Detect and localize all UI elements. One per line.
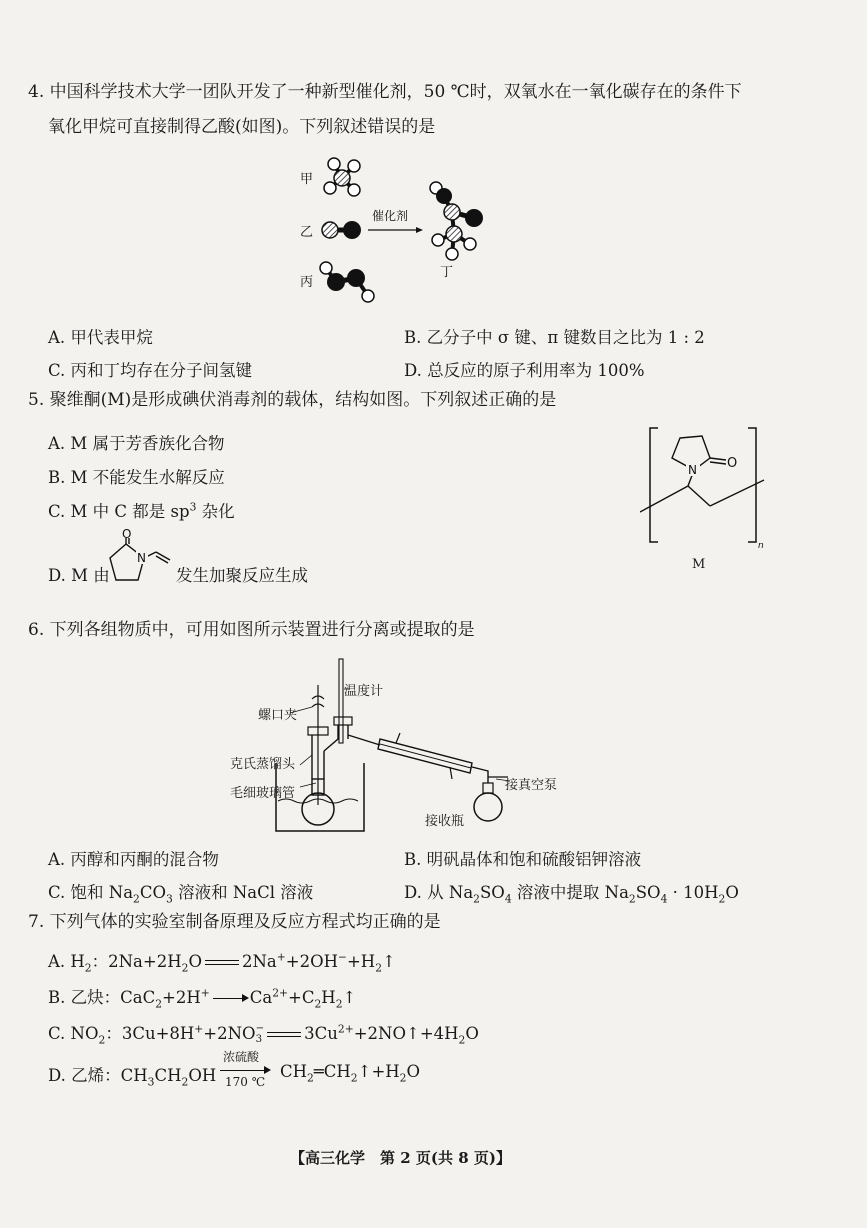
q4-option-a: A. 甲代表甲烷 bbox=[48, 328, 153, 347]
q6c-post: 溶液和 NaCl 溶液 bbox=[172, 883, 314, 902]
label-capillary: 毛细玻璃管 bbox=[230, 786, 296, 801]
q5-option-d-post: 发生加聚反应生成 bbox=[176, 566, 308, 585]
label-yi: 乙 bbox=[300, 225, 314, 240]
q4-stem-line2: 氧化甲烷可直接制得乙酸(如图)。下列叙述错误的是 bbox=[48, 117, 436, 137]
q7b-rhs2: +C bbox=[288, 988, 315, 1007]
q7a-pre: A. H bbox=[48, 952, 85, 971]
q7b-sup2: 2+ bbox=[272, 986, 289, 1000]
hydrogen-peroxide-molecule bbox=[320, 262, 374, 302]
q7d-body: CH bbox=[154, 1066, 182, 1085]
q6d-mid3: SO bbox=[635, 883, 661, 902]
q4-molecule-figure bbox=[292, 150, 512, 310]
q6d-post: · 10H bbox=[667, 883, 719, 902]
arrow-label-catalyst: 催化剂 bbox=[372, 209, 409, 223]
q7c-pre: C. NO bbox=[48, 1024, 99, 1043]
q6-option-d bbox=[404, 879, 739, 905]
q7b-end: ↑ bbox=[342, 988, 357, 1007]
q5-option-c-sup: 3 bbox=[189, 500, 197, 514]
q6-option-b: B. 明矾晶体和饱和硫酸铝钾溶液 bbox=[404, 850, 642, 869]
q7c-body2: +2NO bbox=[203, 1024, 256, 1043]
q7c-equals bbox=[267, 1032, 301, 1037]
q6d-sub4: 4 bbox=[660, 892, 668, 906]
q5-option-c-post: 杂化 bbox=[196, 502, 235, 521]
q7-stem: 7. 下列气体的实验室制备原理及反应方程式均正确的是 bbox=[28, 912, 441, 932]
q6d-mid2: 溶液中提取 Na bbox=[511, 883, 629, 902]
q6c-sub2: 3 bbox=[166, 892, 173, 906]
q7-option-b bbox=[48, 984, 356, 1010]
q7-option-d bbox=[48, 1062, 216, 1088]
q7a-rhs2: +2OH bbox=[285, 952, 338, 971]
q4-option-c: C. 丙和丁均存在分子间氢键 bbox=[48, 361, 253, 380]
q7b-rhs3: H bbox=[321, 988, 336, 1007]
q6d-mid1: SO bbox=[479, 883, 505, 902]
label-thermometer: 温度计 bbox=[344, 684, 384, 699]
methane-molecule bbox=[324, 158, 360, 196]
q7a-sup2: − bbox=[338, 950, 347, 964]
q6-option-a: A. 丙醇和丙酮的混合物 bbox=[48, 850, 219, 869]
q7c-sub2: 3 bbox=[255, 1033, 263, 1045]
q7c-body: ：3Cu+8H bbox=[105, 1024, 195, 1043]
q7c-script bbox=[256, 1024, 265, 1044]
polyvinylpyrrolidone-structure bbox=[640, 424, 770, 554]
q7d-sub2: 2 bbox=[181, 1075, 189, 1089]
q5-option-b: B. M 不能发生水解反应 bbox=[48, 468, 225, 487]
q7c-rhs: 3Cu bbox=[304, 1024, 338, 1043]
vp-atom-o: O bbox=[122, 528, 132, 541]
vacuum-distillation-apparatus bbox=[220, 655, 560, 835]
q7a-body: ：2Na+2H bbox=[91, 952, 182, 971]
q7d-body2: OH bbox=[188, 1066, 217, 1085]
q6-option-c bbox=[48, 879, 313, 905]
q6d-sub3: 2 bbox=[628, 892, 636, 906]
q7d-cond-top: 浓硫酸 bbox=[223, 1050, 260, 1064]
q7d-condition-arrow bbox=[220, 1050, 270, 1090]
q7b-sub3: 2 bbox=[335, 997, 343, 1011]
q7b-pre: B. 乙炔：CaC bbox=[48, 988, 156, 1007]
q7b-arrow bbox=[213, 998, 247, 999]
pvp-atom-o: O bbox=[727, 456, 738, 471]
q7c-sup3: 2+ bbox=[337, 1022, 354, 1036]
q7c-sub1: 2 bbox=[98, 1033, 106, 1047]
q7d-cond-bottom: 170 ℃ bbox=[225, 1075, 266, 1089]
q6d-sub1: 2 bbox=[473, 892, 480, 906]
q7-option-c bbox=[48, 1020, 479, 1046]
q6d-sub2: 4 bbox=[504, 892, 512, 906]
vinylpyrrolidone-structure bbox=[104, 528, 176, 592]
q7d-sub4: 2 bbox=[350, 1071, 358, 1085]
q7c-sup2: − bbox=[255, 1023, 265, 1035]
q7a-rhs: 2Na bbox=[241, 952, 277, 971]
q7d-sub1: 3 bbox=[147, 1075, 155, 1089]
q7b-sup1: + bbox=[200, 986, 210, 1000]
q7c-sup1: + bbox=[194, 1022, 204, 1036]
q7d-sub3: 2 bbox=[307, 1071, 314, 1085]
q6d-end: O bbox=[725, 883, 739, 902]
label-ding: 丁 bbox=[440, 265, 454, 280]
page-footer: 【高三化学 第 2 页(共 8 页)】 bbox=[290, 1149, 511, 1167]
q7d-sub5: 2 bbox=[399, 1071, 407, 1085]
q7a-sub: 2 bbox=[84, 961, 92, 975]
acetic-acid-molecule bbox=[430, 182, 483, 260]
q7c-end: O bbox=[465, 1024, 479, 1043]
q7b-rhs: Ca bbox=[249, 988, 273, 1007]
q7a-sub2: 2 bbox=[181, 961, 189, 975]
q7d-end2: O bbox=[406, 1062, 421, 1081]
q5-option-c bbox=[48, 498, 235, 522]
q7b-body: +2H bbox=[162, 988, 201, 1007]
q6c-mid: CO bbox=[139, 883, 167, 902]
label-claisen-head: 克氏蒸馏头 bbox=[230, 757, 296, 772]
q7-option-d-rhs bbox=[280, 1062, 420, 1084]
q7d-rhs: CH bbox=[280, 1062, 308, 1081]
q7a-rhs3: +H bbox=[346, 952, 376, 971]
label-screw-clamp: 螺口夹 bbox=[258, 708, 298, 723]
q6c-pre: C. 饱和 Na bbox=[48, 883, 134, 902]
q6c-sub1: 2 bbox=[133, 892, 140, 906]
label-vacuum-pump: 接真空泵 bbox=[505, 778, 558, 793]
q7a-end: ↑ bbox=[382, 952, 396, 971]
q4-option-d: D. 总反应的原子利用率为 100% bbox=[404, 361, 645, 380]
q7a-sup1: + bbox=[276, 950, 286, 964]
q5-option-c-pre: C. M 中 C 都是 sp bbox=[48, 502, 190, 521]
label-m: M bbox=[692, 557, 706, 572]
label-receiver: 接收瓶 bbox=[425, 814, 465, 829]
q4-option-b: B. 乙分子中 σ 键、π 键数目之比为 1 : 2 bbox=[404, 328, 705, 347]
q4-stem-line1: 4. 中国科学技术大学一团队开发了一种新型催化剂，50 ℃时，双氧水在一氧化碳存在的条件下 bbox=[28, 82, 742, 102]
q5-option-a: A. M 属于芳香族化合物 bbox=[48, 434, 225, 453]
label-bing: 丙 bbox=[300, 275, 314, 290]
q7a-body2: O bbox=[188, 952, 202, 971]
q6-stem: 6. 下列各组物质中，可用如图所示装置进行分离或提取的是 bbox=[28, 620, 475, 640]
q5-option-d-pre: D. M 由 bbox=[48, 566, 110, 585]
label-jia: 甲 bbox=[300, 172, 314, 187]
q6d-pre: D. 从 Na bbox=[404, 883, 474, 902]
carbon-monoxide-molecule bbox=[322, 221, 361, 239]
q5-stem: 5. 聚维酮(M)是形成碘伏消毒剂的载体，结构如图。下列叙述正确的是 bbox=[28, 390, 557, 410]
q7b-sub2: 2 bbox=[314, 997, 322, 1011]
vp-atom-n: N bbox=[137, 551, 146, 565]
q7a-sub3: 2 bbox=[375, 961, 383, 975]
q7-option-a bbox=[48, 948, 396, 974]
q7d-pre: D. 乙烯：CH bbox=[48, 1066, 148, 1085]
q7a-equals bbox=[205, 960, 239, 965]
q7c-rhs2: +2NO↑+4H bbox=[353, 1024, 459, 1043]
q7b-sub1: 2 bbox=[155, 997, 163, 1011]
q7d-end: ↑+H bbox=[357, 1062, 400, 1081]
q7c-sub3: 2 bbox=[458, 1033, 466, 1047]
pvp-subscript-n: n bbox=[758, 541, 764, 551]
q6d-sub5: 2 bbox=[718, 892, 726, 906]
pvp-atom-n: N bbox=[688, 463, 697, 477]
q7d-rhs2: ═CH bbox=[313, 1062, 351, 1081]
